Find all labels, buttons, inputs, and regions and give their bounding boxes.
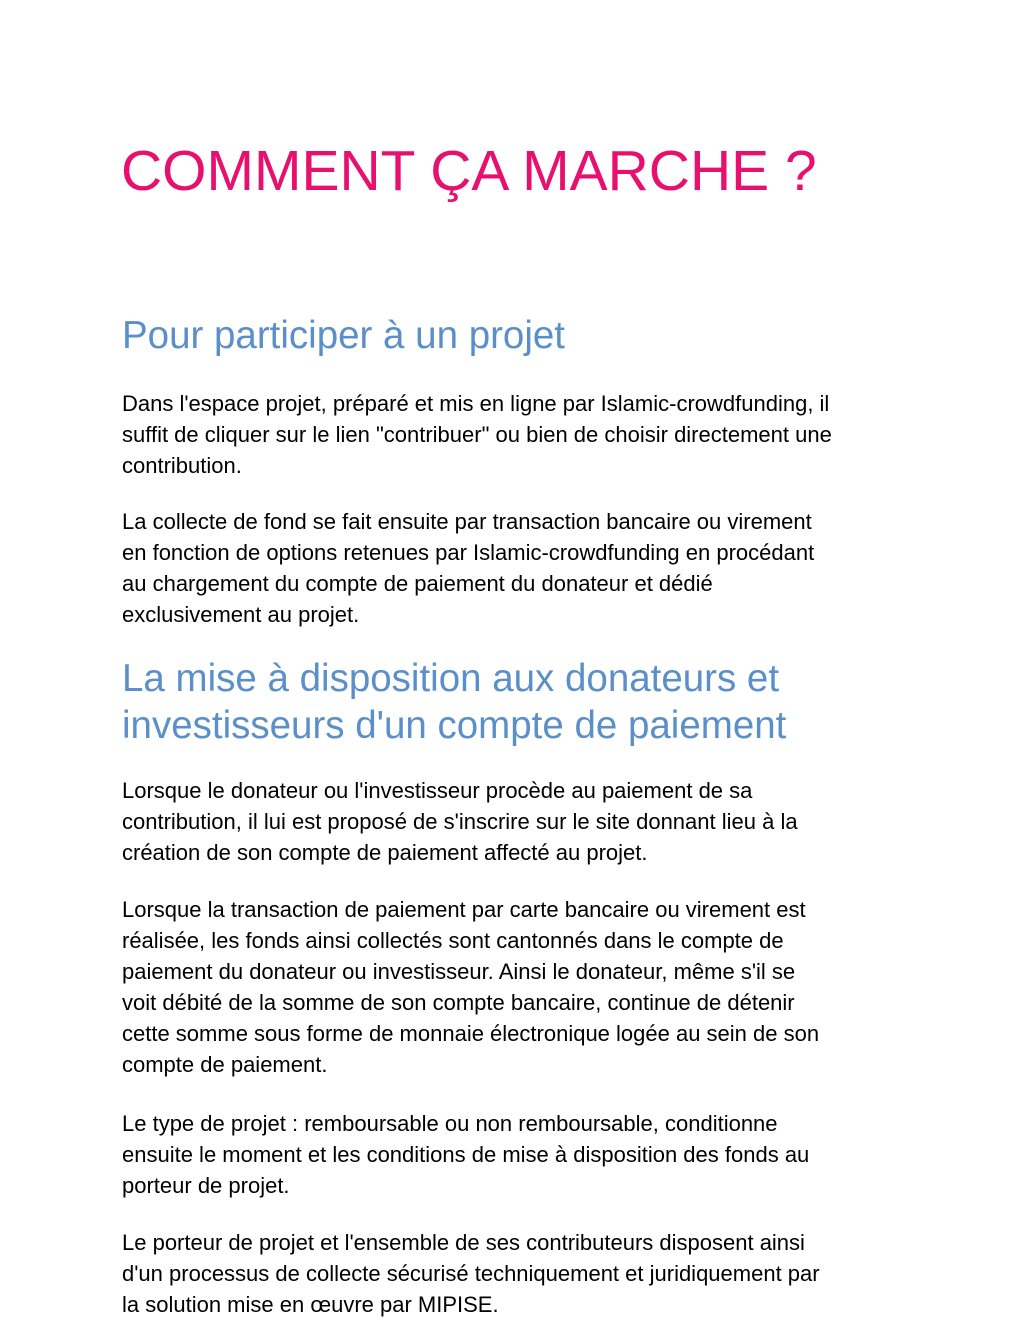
paragraph-collecte-de-fond xyxy=(122,506,814,630)
paragraph-line: Le porteur de projet et l'ensemble de ses contributeurs disposent ainsi xyxy=(122,1230,805,1255)
paragraph-espace-projet xyxy=(122,388,832,481)
paragraph-line: ensuite le moment et les conditions de mise à disposition des fonds au xyxy=(122,1142,810,1167)
section-heading-mise-a-disposition xyxy=(122,655,786,749)
paragraph-line: cette somme sous forme de monnaie électronique logée au sein de son xyxy=(122,1021,820,1046)
paragraph-line: La collecte de fond se fait ensuite par transaction bancaire ou virement xyxy=(122,509,812,534)
heading-line: La mise à disposition aux donateurs et xyxy=(122,657,780,700)
paragraph-line: paiement du donateur ou investisseur. Ainsi le donateur, même s'il se xyxy=(122,959,796,984)
paragraph-line: suffit de cliquer sur le lien "contribuer" ou bien de choisir directement une xyxy=(122,422,832,447)
paragraph-line: en fonction de options retenues par Islamic-crowdfunding en procédant xyxy=(122,540,815,565)
paragraph-line: voit débité de la somme de son compte bancaire, continue de détenir xyxy=(122,990,795,1015)
paragraph-line: au chargement du compte de paiement du donateur et dédié xyxy=(122,571,713,596)
paragraph-line: d'un processus de collecte sécurisé techniquement et juridiquement par xyxy=(122,1261,820,1286)
paragraph-line: exclusivement au projet. xyxy=(122,602,360,627)
heading-line: investisseurs d'un compte de paiement xyxy=(122,704,787,747)
paragraph-line: création de son compte de paiement affecté au projet. xyxy=(122,840,648,865)
paragraph-line: compte de paiement. xyxy=(122,1052,328,1077)
paragraph-type-de-projet xyxy=(122,1108,809,1201)
paragraph-paiement-contribution xyxy=(122,775,798,868)
paragraph-line: Dans l'espace projet, préparé et mis en ligne par Islamic-crowdfunding, il xyxy=(122,391,830,416)
paragraph-line: réalisée, les fonds ainsi collectés sont cantonnés dans le compte de xyxy=(122,928,784,953)
paragraph-transaction-paiement xyxy=(122,894,819,1080)
paragraph-line: contribution. xyxy=(122,453,242,478)
paragraph-line: Lorsque la transaction de paiement par carte bancaire ou virement est xyxy=(122,897,806,922)
page-title: COMMENT ÇA MARCHE ? xyxy=(121,139,817,203)
paragraph-line: Le type de projet : remboursable ou non remboursable, conditionne xyxy=(122,1111,778,1136)
paragraph-line: porteur de projet. xyxy=(122,1173,290,1198)
paragraph-line: Lorsque le donateur ou l'investisseur procède au paiement de sa xyxy=(122,778,753,803)
section-heading-participer: Pour participer à un projet xyxy=(122,314,565,357)
paragraph-line: contribution, il lui est proposé de s'inscrire sur le site donnant lieu à la xyxy=(122,809,798,834)
paragraph-porteur-de-projet xyxy=(122,1227,820,1320)
paragraph-line: la solution mise en œuvre par MIPISE. xyxy=(122,1292,499,1317)
